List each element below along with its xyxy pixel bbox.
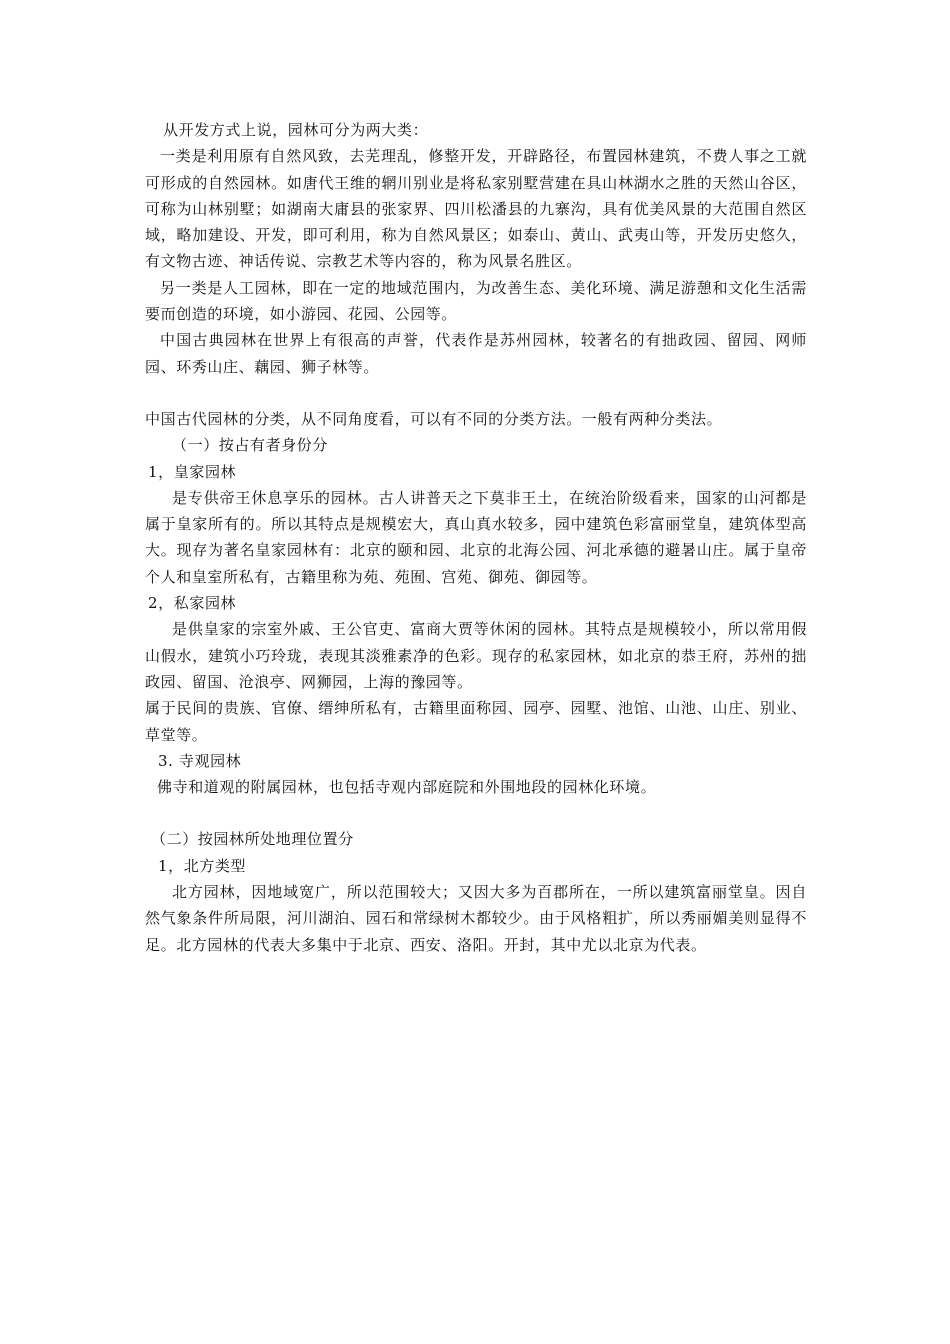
subheading-private-gardens: 2，私家园林 — [148, 594, 237, 613]
subheading-temple-gardens: 3. 寺观园林 — [158, 751, 242, 770]
blank-line — [145, 800, 807, 826]
paragraph-northern-gardens: 北方园林，因地域宽广，所以范围较大；又因大多为百郡所在，一所以建筑富丽堂皇。因自然气象条件所局限，河川湖泊、园石和常绿树木都较少。由于风格粗扩，所以秀丽媚美则显得不足。北方园林的代表大多集中于北京、西安、洛阳。开封，其中尤以北京为代表。 — [145, 883, 807, 954]
paragraph-natural-gardens: 一类是利用原有自然风致，去芜理乱，修整开发，开辟路径，布置园林建筑，不费人事之工就可形成的自然园林。如唐代王维的辋川别业是将私家别墅营建在具山林湖水之胜的天然山谷区，可称为山林别墅；如湖南大庸县的张家界、四川松潘县的九寨沟，具有优美风景的大范围自然区域，略加建设、开发，即可利用，称为自然风景区；如泰山、黄山、武夷山等，开发历史悠久，有文物古迹、神话传说、宗教艺术等内容的，称为风景名胜区。 — [145, 147, 807, 271]
paragraph-classification-intro: 中国古代园林的分类，从不同角度看，可以有不同的分类方法。一般有两种分类法。 — [145, 409, 723, 428]
section-heading-by-owner: （一）按占有者身份分 — [172, 436, 329, 455]
paragraph-intro: 从开发方式上说，园林可分为两大类： — [163, 121, 429, 139]
paragraph-private-gardens-ownership: 属于民间的贵族、官僚、缙绅所私有，古籍里面称园、园亭、园墅、池馆、山池、山庄、别业、草堂等。 — [145, 699, 807, 744]
subheading-northern-type: 1，北方类型 — [158, 856, 247, 875]
document-page — [145, 117, 807, 958]
paragraph-classical-gardens: 中国古典园林在世界上有很高的声誉，代表作是苏州园林，较著名的有拙政园、留园、网师园、环秀山庄、藕园、狮子林等。 — [145, 331, 807, 376]
paragraph-royal-gardens: 是专供帝王休息享乐的园林。古人讲普天之下莫非王土，在统治阶级看来，国家的山河都是属于皇家所有的。所以其特点是规模宏大，真山真水较多，园中建筑色彩富丽堂皇，建筑体型高大。现存为著名皇家园林有：北京的颐和园、北京的北海公园、河北承德的避暑山庄。属于皇帝个人和皇室所私有，古籍里称为苑、苑囿、宫苑、御苑、御园等。 — [145, 488, 807, 586]
paragraph-private-gardens: 是供皇家的宗室外戚、王公官吏、富商大贾等休闲的园林。其特点是规模较小，所以常用假山假水，建筑小巧玲珑，表现其淡雅素净的色彩。现存的私家园林，如北京的恭王府，苏州的拙政园、留国、沧浪亭、网狮园，上海的豫园等。 — [145, 620, 807, 691]
section-heading-by-location: （二）按园林所处地理位置分 — [151, 830, 354, 849]
subheading-royal-gardens: 1，皇家园林 — [148, 462, 237, 481]
paragraph-artificial-gardens: 另一类是人工园林，即在一定的地域范围内，为改善生态、美化环境、满足游憩和文化生活需要而创造的环境，如小游园、花园、公园等。 — [145, 278, 807, 324]
paragraph-temple-gardens: 佛寺和道观的附属园林，也包括寺观内部庭院和外围地段的园林化环境。 — [157, 778, 657, 797]
blank-line — [145, 380, 807, 406]
